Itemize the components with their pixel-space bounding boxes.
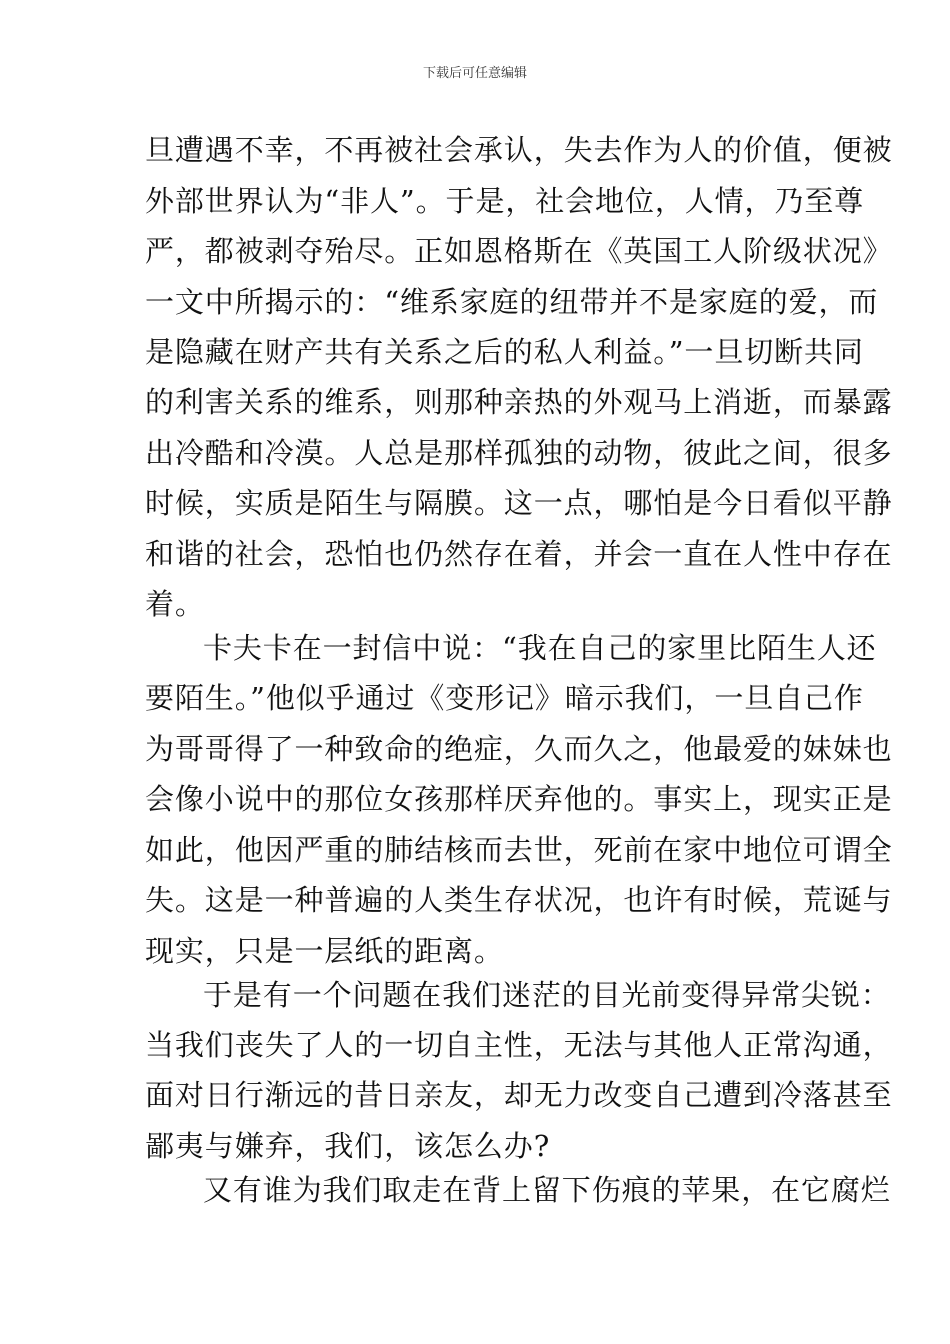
text-line: 失。这是一种普遍的人类生存状况，也许有时候，荒诞与 [145,883,893,917]
text-line: 如此，他因严重的肺结核而去世，死前在家中地位可谓全 [145,833,893,867]
text-line: 要陌生。”他似乎通过《变形记》暗示我们，一旦自己作 [145,681,864,715]
text-line: 鄙夷与嫌弃，我们，该怎么办? [145,1129,551,1163]
text-line: 的利害关系的维系，则那种亲热的外观马上消逝，而暴露 [145,385,893,419]
text-line: 一文中所揭示的：“维系家庭的纽带并不是家庭的爱，而 [145,285,879,319]
text-line: 着。 [145,587,205,621]
page-header: 下载后可任意编辑 [422,66,527,81]
paragraph-first-line: 于是有一个问题在我们迷茫的目光前变得异常尖锐： [203,978,891,1012]
text-line: 是隐藏在财产共有关系之后的私人利益。”一旦切断共同 [145,335,864,369]
text-line: 会像小说中的那位女孩那样厌弃他的。事实上，现实正是 [145,782,893,816]
paragraph-first-line: 又有谁为我们取走在背上留下伤痕的苹果，在它腐烂 [203,1173,891,1207]
text-line: 现实，只是一层纸的距离。 [145,934,504,968]
text-line: 当我们丧失了人的一切自主性，无法与其他人正常沟通， [145,1028,893,1062]
text-line: 旦遭遇不幸，不再被社会承认，失去作为人的价值，便被 [145,133,893,167]
text-line: 严，都被剥夺殆尽。正如恩格斯在《英国工人阶级状况》 [145,234,893,268]
text-line: 面对日行渐远的昔日亲友，却无力改变自己遭到冷落甚至 [145,1078,893,1112]
text-line: 和谐的社会，恐怕也仍然存在着，并会一直在人性中存在 [145,537,893,571]
text-line: 出冷酷和冷漠。人总是那样孤独的动物，彼此之间，很多 [145,436,893,470]
text-line: 为哥哥得了一种致命的绝症，久而久之，他最爱的妹妹也 [145,732,893,766]
text-line: 时候，实质是陌生与隔膜。这一点，哪怕是今日看似平静 [145,486,893,520]
paragraph-first-line: 卡夫卡在一封信中说：“我在自己的家里比陌生人还 [203,631,877,665]
text-line: 外部世界认为“非人”。于是，社会地位，人情，乃至尊 [145,184,865,218]
